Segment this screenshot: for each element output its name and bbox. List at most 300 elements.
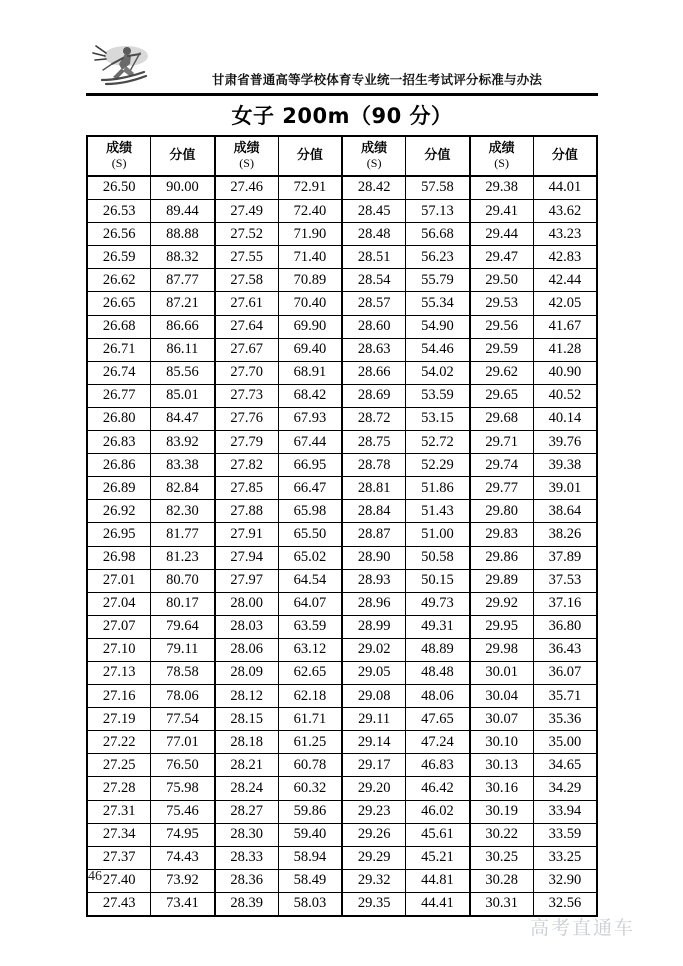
cell-score: 26.86 (87, 454, 151, 477)
cell-score: 26.59 (87, 246, 151, 269)
cell-points: 39.01 (533, 477, 597, 500)
page-number: 46 (88, 869, 102, 884)
cell-score: 27.16 (87, 685, 151, 708)
cell-points: 75.98 (151, 777, 215, 800)
cell-score: 29.98 (470, 638, 534, 661)
table-row (87, 269, 597, 292)
cell-score: 29.17 (342, 754, 406, 777)
cell-points: 70.40 (278, 292, 342, 315)
page-header (86, 40, 598, 90)
column-header-score (342, 136, 406, 176)
cell-score: 27.10 (87, 638, 151, 661)
cell-score: 26.65 (87, 292, 151, 315)
table-row (87, 869, 597, 892)
cell-points: 43.62 (533, 200, 597, 223)
cell-score: 27.19 (87, 708, 151, 731)
cell-points: 59.40 (278, 823, 342, 846)
cell-points: 46.02 (406, 800, 470, 823)
cell-score: 28.48 (342, 223, 406, 246)
cell-points: 56.23 (406, 246, 470, 269)
cell-points: 77.54 (151, 708, 215, 731)
cell-score: 30.01 (470, 661, 534, 684)
table-row (87, 592, 597, 615)
cell-score: 27.55 (215, 246, 279, 269)
score-table (86, 135, 598, 917)
cell-score: 29.02 (342, 638, 406, 661)
cell-points: 37.53 (533, 569, 597, 592)
table-row (87, 407, 597, 430)
table-row (87, 454, 597, 477)
cell-score: 26.98 (87, 546, 151, 569)
cell-score: 29.20 (342, 777, 406, 800)
table-row (87, 500, 597, 523)
cell-points: 36.80 (533, 615, 597, 638)
cell-score: 28.39 (215, 892, 279, 916)
cell-points: 45.61 (406, 823, 470, 846)
cell-score: 29.35 (342, 892, 406, 916)
cell-score: 27.97 (215, 569, 279, 592)
cell-points: 41.28 (533, 338, 597, 361)
cell-points: 46.42 (406, 777, 470, 800)
cell-score: 28.96 (342, 592, 406, 615)
cell-points: 54.90 (406, 315, 470, 338)
cell-points: 40.14 (533, 407, 597, 430)
cell-points: 79.11 (151, 638, 215, 661)
watermark: 高考直通车 (529, 917, 635, 939)
cell-score: 29.62 (470, 361, 534, 384)
cell-score: 28.09 (215, 661, 279, 684)
score-table-container (86, 135, 598, 917)
cell-score: 28.18 (215, 731, 279, 754)
table-row (87, 846, 597, 869)
cell-points: 60.78 (278, 754, 342, 777)
cell-points: 58.49 (278, 869, 342, 892)
cell-points: 81.77 (151, 523, 215, 546)
cell-score: 29.05 (342, 661, 406, 684)
cell-points: 48.89 (406, 638, 470, 661)
cell-score: 28.15 (215, 708, 279, 731)
cell-points: 51.00 (406, 523, 470, 546)
cell-score: 26.62 (87, 269, 151, 292)
cell-score: 26.83 (87, 431, 151, 454)
cell-score: 27.46 (215, 176, 279, 200)
cell-points: 48.48 (406, 661, 470, 684)
cell-points: 86.11 (151, 338, 215, 361)
cell-score: 28.81 (342, 477, 406, 500)
cell-points: 82.30 (151, 500, 215, 523)
cell-points: 86.66 (151, 315, 215, 338)
cell-points: 37.16 (533, 592, 597, 615)
header-divider (86, 93, 598, 96)
cell-score: 28.06 (215, 638, 279, 661)
skier-logo-icon (86, 40, 160, 90)
cell-score: 29.83 (470, 523, 534, 546)
cell-score: 29.65 (470, 384, 534, 407)
cell-points: 85.56 (151, 361, 215, 384)
cell-points: 47.65 (406, 708, 470, 731)
cell-points: 77.01 (151, 731, 215, 754)
cell-points: 40.90 (533, 361, 597, 384)
table-row (87, 361, 597, 384)
cell-points: 36.43 (533, 638, 597, 661)
column-header-points: 分值 (533, 136, 597, 176)
column-header-points: 分值 (406, 136, 470, 176)
cell-points: 75.46 (151, 800, 215, 823)
cell-score: 29.47 (470, 246, 534, 269)
cell-score: 26.68 (87, 315, 151, 338)
cell-score: 29.56 (470, 315, 534, 338)
cell-score: 29.11 (342, 708, 406, 731)
cell-score: 28.30 (215, 823, 279, 846)
cell-score: 29.92 (470, 592, 534, 615)
cell-points: 44.81 (406, 869, 470, 892)
cell-score: 27.91 (215, 523, 279, 546)
cell-points: 74.43 (151, 846, 215, 869)
cell-score: 28.84 (342, 500, 406, 523)
cell-score: 29.32 (342, 869, 406, 892)
cell-score: 29.86 (470, 546, 534, 569)
cell-points: 38.64 (533, 500, 597, 523)
cell-score: 28.66 (342, 361, 406, 384)
cell-points: 63.59 (278, 615, 342, 638)
cell-score: 29.38 (470, 176, 534, 200)
table-row (87, 661, 597, 684)
cell-score: 29.59 (470, 338, 534, 361)
cell-score: 28.51 (342, 246, 406, 269)
cell-points: 53.15 (406, 407, 470, 430)
cell-points: 34.29 (533, 777, 597, 800)
cell-score: 27.25 (87, 754, 151, 777)
cell-score: 27.82 (215, 454, 279, 477)
cell-score: 29.71 (470, 431, 534, 454)
cell-score: 26.92 (87, 500, 151, 523)
cell-score: 27.31 (87, 800, 151, 823)
cell-points: 47.24 (406, 731, 470, 754)
header-org-title: 甘肃省普通高等学校体育专业统一招生考试评分标准与办法 (211, 72, 543, 87)
table-row (87, 200, 597, 223)
cell-points: 88.32 (151, 246, 215, 269)
cell-score: 28.36 (215, 869, 279, 892)
column-header-score-unit: (S) (494, 155, 509, 170)
cell-points: 41.67 (533, 315, 597, 338)
column-header-score (87, 136, 151, 176)
cell-points: 35.71 (533, 685, 597, 708)
cell-score: 26.74 (87, 361, 151, 384)
cell-points: 80.17 (151, 592, 215, 615)
cell-score: 27.43 (87, 892, 151, 916)
page-title: 女子 200m（90 分） (231, 104, 453, 128)
cell-points: 58.94 (278, 846, 342, 869)
cell-points: 55.34 (406, 292, 470, 315)
cell-points: 72.40 (278, 200, 342, 223)
table-row (87, 338, 597, 361)
cell-score: 30.04 (470, 685, 534, 708)
cell-points: 64.07 (278, 592, 342, 615)
table-row (87, 477, 597, 500)
cell-points: 79.64 (151, 615, 215, 638)
cell-points: 48.06 (406, 685, 470, 708)
cell-points: 66.95 (278, 454, 342, 477)
column-header-score-unit: (S) (111, 155, 127, 170)
cell-score: 28.72 (342, 407, 406, 430)
table-row (87, 708, 597, 731)
cell-score: 27.01 (87, 569, 151, 592)
cell-score: 27.07 (87, 615, 151, 638)
cell-points: 33.59 (533, 823, 597, 846)
table-row (87, 800, 597, 823)
cell-points: 85.01 (151, 384, 215, 407)
table-row (87, 523, 597, 546)
cell-points: 32.56 (533, 892, 597, 916)
cell-points: 42.83 (533, 246, 597, 269)
table-row (87, 569, 597, 592)
cell-points: 58.03 (278, 892, 342, 916)
cell-score: 29.29 (342, 846, 406, 869)
cell-points: 50.58 (406, 546, 470, 569)
cell-points: 60.32 (278, 777, 342, 800)
cell-score: 28.24 (215, 777, 279, 800)
table-row (87, 823, 597, 846)
cell-score: 28.69 (342, 384, 406, 407)
table-row (87, 754, 597, 777)
cell-score: 28.45 (342, 200, 406, 223)
table-row (87, 638, 597, 661)
cell-points: 68.42 (278, 384, 342, 407)
cell-points: 54.46 (406, 338, 470, 361)
cell-points: 72.91 (278, 176, 342, 200)
cell-points: 50.15 (406, 569, 470, 592)
column-header-score-unit: (S) (239, 155, 254, 170)
cell-points: 52.72 (406, 431, 470, 454)
cell-points: 57.13 (406, 200, 470, 223)
cell-points: 61.25 (278, 731, 342, 754)
cell-points: 44.01 (533, 176, 597, 200)
table-row (87, 246, 597, 269)
cell-score: 30.13 (470, 754, 534, 777)
cell-score: 26.56 (87, 223, 151, 246)
cell-score: 30.28 (470, 869, 534, 892)
column-header-score-label: 成绩 (361, 141, 388, 156)
cell-points: 42.44 (533, 269, 597, 292)
cell-score: 27.22 (87, 731, 151, 754)
cell-score: 28.78 (342, 454, 406, 477)
cell-score: 27.94 (215, 546, 279, 569)
cell-points: 68.91 (278, 361, 342, 384)
cell-points: 42.05 (533, 292, 597, 315)
cell-score: 27.76 (215, 407, 279, 430)
cell-points: 87.21 (151, 292, 215, 315)
cell-points: 38.26 (533, 523, 597, 546)
cell-score: 27.88 (215, 500, 279, 523)
cell-score: 27.64 (215, 315, 279, 338)
cell-points: 32.90 (533, 869, 597, 892)
cell-score: 28.90 (342, 546, 406, 569)
cell-score: 29.44 (470, 223, 534, 246)
cell-points: 40.52 (533, 384, 597, 407)
cell-points: 59.86 (278, 800, 342, 823)
table-row (87, 223, 597, 246)
cell-points: 52.29 (406, 454, 470, 477)
column-header-score-label: 成绩 (233, 141, 260, 156)
cell-points: 49.73 (406, 592, 470, 615)
table-body (87, 176, 597, 916)
cell-score: 26.53 (87, 200, 151, 223)
cell-score: 29.23 (342, 800, 406, 823)
cell-score: 28.99 (342, 615, 406, 638)
table-row (87, 615, 597, 638)
cell-score: 26.50 (87, 176, 151, 200)
cell-score: 26.95 (87, 523, 151, 546)
cell-points: 69.40 (278, 338, 342, 361)
column-header-score-unit: (S) (366, 155, 382, 170)
cell-points: 69.90 (278, 315, 342, 338)
column-header-score (215, 136, 279, 176)
cell-points: 76.50 (151, 754, 215, 777)
cell-points: 49.31 (406, 615, 470, 638)
table-row (87, 546, 597, 569)
table-row (87, 892, 597, 916)
cell-score: 30.22 (470, 823, 534, 846)
cell-score: 28.00 (215, 592, 279, 615)
column-header-score-label: 成绩 (106, 141, 133, 156)
cell-score: 26.80 (87, 407, 151, 430)
cell-points: 83.92 (151, 431, 215, 454)
cell-points: 35.36 (533, 708, 597, 731)
cell-score: 29.14 (342, 731, 406, 754)
cell-points: 39.38 (533, 454, 597, 477)
cell-points: 71.40 (278, 246, 342, 269)
cell-points: 82.84 (151, 477, 215, 500)
cell-score: 29.74 (470, 454, 534, 477)
cell-points: 55.79 (406, 269, 470, 292)
cell-points: 89.44 (151, 200, 215, 223)
cell-points: 87.77 (151, 269, 215, 292)
table-header-row (87, 136, 597, 176)
cell-points: 44.41 (406, 892, 470, 916)
cell-score: 27.52 (215, 223, 279, 246)
cell-points: 88.88 (151, 223, 215, 246)
cell-points: 57.58 (406, 176, 470, 200)
column-header-score (470, 136, 534, 176)
cell-points: 62.18 (278, 685, 342, 708)
cell-points: 56.68 (406, 223, 470, 246)
cell-score: 29.26 (342, 823, 406, 846)
cell-score: 27.73 (215, 384, 279, 407)
cell-points: 66.47 (278, 477, 342, 500)
cell-points: 67.44 (278, 431, 342, 454)
cell-score: 27.79 (215, 431, 279, 454)
cell-points: 64.54 (278, 569, 342, 592)
cell-score: 27.28 (87, 777, 151, 800)
cell-points: 39.76 (533, 431, 597, 454)
cell-score: 26.89 (87, 477, 151, 500)
cell-points: 67.93 (278, 407, 342, 430)
cell-score: 29.89 (470, 569, 534, 592)
cell-score: 28.75 (342, 431, 406, 454)
cell-score: 28.87 (342, 523, 406, 546)
cell-score: 28.57 (342, 292, 406, 315)
column-header-points: 分值 (151, 136, 215, 176)
cell-score: 27.58 (215, 269, 279, 292)
cell-score: 29.68 (470, 407, 534, 430)
cell-points: 61.71 (278, 708, 342, 731)
cell-score: 29.95 (470, 615, 534, 638)
cell-points: 36.07 (533, 661, 597, 684)
cell-score: 27.37 (87, 846, 151, 869)
cell-score: 26.77 (87, 384, 151, 407)
table-row (87, 176, 597, 200)
cell-points: 34.65 (533, 754, 597, 777)
cell-points: 51.86 (406, 477, 470, 500)
cell-score: 29.53 (470, 292, 534, 315)
cell-score: 28.60 (342, 315, 406, 338)
cell-score: 28.54 (342, 269, 406, 292)
cell-score: 30.16 (470, 777, 534, 800)
cell-score: 28.03 (215, 615, 279, 638)
cell-score: 28.33 (215, 846, 279, 869)
cell-points: 33.94 (533, 800, 597, 823)
cell-points: 83.38 (151, 454, 215, 477)
cell-score: 30.25 (470, 846, 534, 869)
table-row (87, 685, 597, 708)
cell-points: 35.00 (533, 731, 597, 754)
cell-score: 29.08 (342, 685, 406, 708)
cell-points: 70.89 (278, 269, 342, 292)
table-row (87, 777, 597, 800)
cell-points: 46.83 (406, 754, 470, 777)
table-row (87, 315, 597, 338)
cell-points: 43.23 (533, 223, 597, 246)
cell-score: 30.19 (470, 800, 534, 823)
cell-score: 28.93 (342, 569, 406, 592)
cell-score: 30.10 (470, 731, 534, 754)
cell-score: 26.71 (87, 338, 151, 361)
cell-points: 51.43 (406, 500, 470, 523)
cell-score: 29.77 (470, 477, 534, 500)
cell-points: 73.41 (151, 892, 215, 916)
cell-score: 27.40 (87, 869, 151, 892)
cell-points: 78.06 (151, 685, 215, 708)
cell-score: 28.27 (215, 800, 279, 823)
cell-score: 27.85 (215, 477, 279, 500)
table-row (87, 431, 597, 454)
cell-points: 37.89 (533, 546, 597, 569)
cell-score: 28.63 (342, 338, 406, 361)
cell-score: 29.41 (470, 200, 534, 223)
table-row (87, 731, 597, 754)
cell-score: 27.49 (215, 200, 279, 223)
table-row (87, 384, 597, 407)
cell-score: 28.21 (215, 754, 279, 777)
cell-score: 27.04 (87, 592, 151, 615)
cell-points: 33.25 (533, 846, 597, 869)
cell-points: 54.02 (406, 361, 470, 384)
cell-score: 28.12 (215, 685, 279, 708)
cell-score: 27.67 (215, 338, 279, 361)
cell-points: 65.02 (278, 546, 342, 569)
cell-points: 81.23 (151, 546, 215, 569)
cell-points: 90.00 (151, 176, 215, 200)
cell-points: 53.59 (406, 384, 470, 407)
cell-points: 84.47 (151, 407, 215, 430)
cell-points: 78.58 (151, 661, 215, 684)
cell-score: 29.50 (470, 269, 534, 292)
cell-points: 62.65 (278, 661, 342, 684)
cell-score: 29.80 (470, 500, 534, 523)
cell-score: 27.61 (215, 292, 279, 315)
cell-points: 45.21 (406, 846, 470, 869)
cell-score: 28.42 (342, 176, 406, 200)
